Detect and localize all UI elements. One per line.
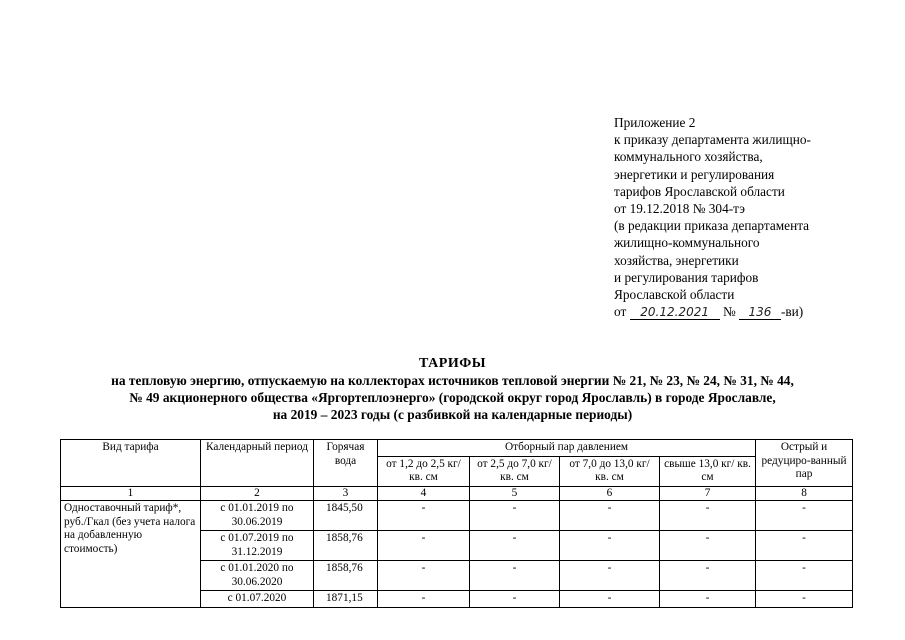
period-cell: с 01.01.2019 по 30.06.2019 (201, 501, 314, 531)
appendix-block (614, 114, 899, 320)
appendix-from-label: от (614, 304, 627, 320)
table-header-row (61, 440, 853, 457)
appendix-line: и регулирования тарифов (614, 269, 759, 285)
appendix-line: Приложение 2 (614, 115, 696, 130)
appendix-line: коммунального хозяйства, (614, 149, 763, 165)
header-steam-4: свыше 13,0 кг/ кв. см (660, 456, 756, 486)
column-number: 3 (314, 486, 378, 501)
heading-line-3: на 2019 – 2023 годы (с разбивкой на календарные периоды) (272, 407, 633, 422)
hot-water-value: 1858,76 (314, 531, 378, 561)
appendix-line: жилищно-коммунального (614, 235, 760, 251)
appendix-line: тарифов Ярославской области (614, 183, 785, 199)
steam-1-value: - (378, 591, 470, 608)
header-sharp-steam: Острый и редуциро-ванный пар (756, 440, 853, 487)
steam-4-value: - (660, 531, 756, 561)
steam-2-value: - (470, 531, 560, 561)
tariff-label: Одноставочный тариф*, руб./Гкал (без учета налога на добавленную стоимость) (61, 501, 201, 608)
document-heading (30, 355, 875, 423)
steam-4-value: - (660, 501, 756, 531)
handwritten-date: 20.12.2021 (630, 305, 720, 320)
appendix-line: от 19.12.2018 № 304-тэ (614, 201, 746, 217)
appendix-line: хозяйства, энергетики (614, 252, 739, 268)
heading-line-2: № 49 акционерного общества «Яргортеплоэнерго» (городской округ город Ярославль) в городе Ярославле, (129, 390, 776, 405)
steam-3-value: - (560, 501, 660, 531)
table-row (61, 501, 853, 531)
column-number: 5 (470, 486, 560, 501)
appendix-line: Ярославской области (614, 287, 735, 303)
header-steam-2: от 2,5 до 7,0 кг/ кв. см (470, 456, 560, 486)
column-number: 6 (560, 486, 660, 501)
handwritten-number: 136 (739, 305, 781, 320)
steam-2-value: - (470, 501, 560, 531)
steam-2-value: - (470, 561, 560, 591)
steam-3-value: - (560, 531, 660, 561)
steam-4-value: - (660, 561, 756, 591)
steam-3-value: - (560, 591, 660, 608)
appendix-line: к приказу департамента жилищно- (614, 132, 811, 148)
steam-1-value: - (378, 501, 470, 531)
sharp-steam-value: - (756, 591, 853, 608)
appendix-line: энергетики и регулирования (614, 166, 775, 182)
column-number: 7 (660, 486, 756, 501)
column-number: 2 (201, 486, 314, 501)
sharp-steam-value: - (756, 561, 853, 591)
tariffs-table (60, 439, 853, 608)
period-cell: с 01.07.2020 (201, 591, 314, 608)
heading-line-1: на тепловую энергию, отпускаемую на коллекторах источников тепловой энергии № 21, № 23, № 24, № 31, № 44, (111, 373, 794, 388)
header-tariff-type: Вид тарифа (61, 440, 201, 487)
sharp-steam-value: - (756, 531, 853, 561)
header-hot-water: Горячая вода (314, 440, 378, 487)
order-suffix: -ви) (780, 304, 804, 320)
column-number: 4 (378, 486, 470, 501)
period-cell: с 01.07.2019 по 31.12.2019 (201, 531, 314, 561)
period-cell: с 01.01.2020 по 30.06.2020 (201, 561, 314, 591)
appendix-line: (в редакции приказа департамента (614, 218, 810, 234)
column-number: 8 (756, 486, 853, 501)
column-number-row (61, 486, 853, 501)
column-number: 1 (61, 486, 201, 501)
steam-2-value: - (470, 591, 560, 608)
appendix-order-line (614, 303, 899, 320)
steam-1-value: - (378, 561, 470, 591)
header-steam-1: от 1,2 до 2,5 кг/ кв. см (378, 456, 470, 486)
heading-title: ТАРИФЫ (419, 356, 486, 371)
sharp-steam-value: - (756, 501, 853, 531)
header-steam-group: Отборный пар давлением (378, 440, 756, 457)
header-period: Календарный период (201, 440, 314, 487)
steam-3-value: - (560, 561, 660, 591)
steam-1-value: - (378, 531, 470, 561)
steam-4-value: - (660, 591, 756, 608)
hot-water-value: 1858,76 (314, 561, 378, 591)
header-steam-3: от 7,0 до 13,0 кг/ кв. см (560, 456, 660, 486)
number-sign: № (722, 304, 736, 320)
hot-water-value: 1871,15 (314, 591, 378, 608)
hot-water-value: 1845,50 (314, 501, 378, 531)
